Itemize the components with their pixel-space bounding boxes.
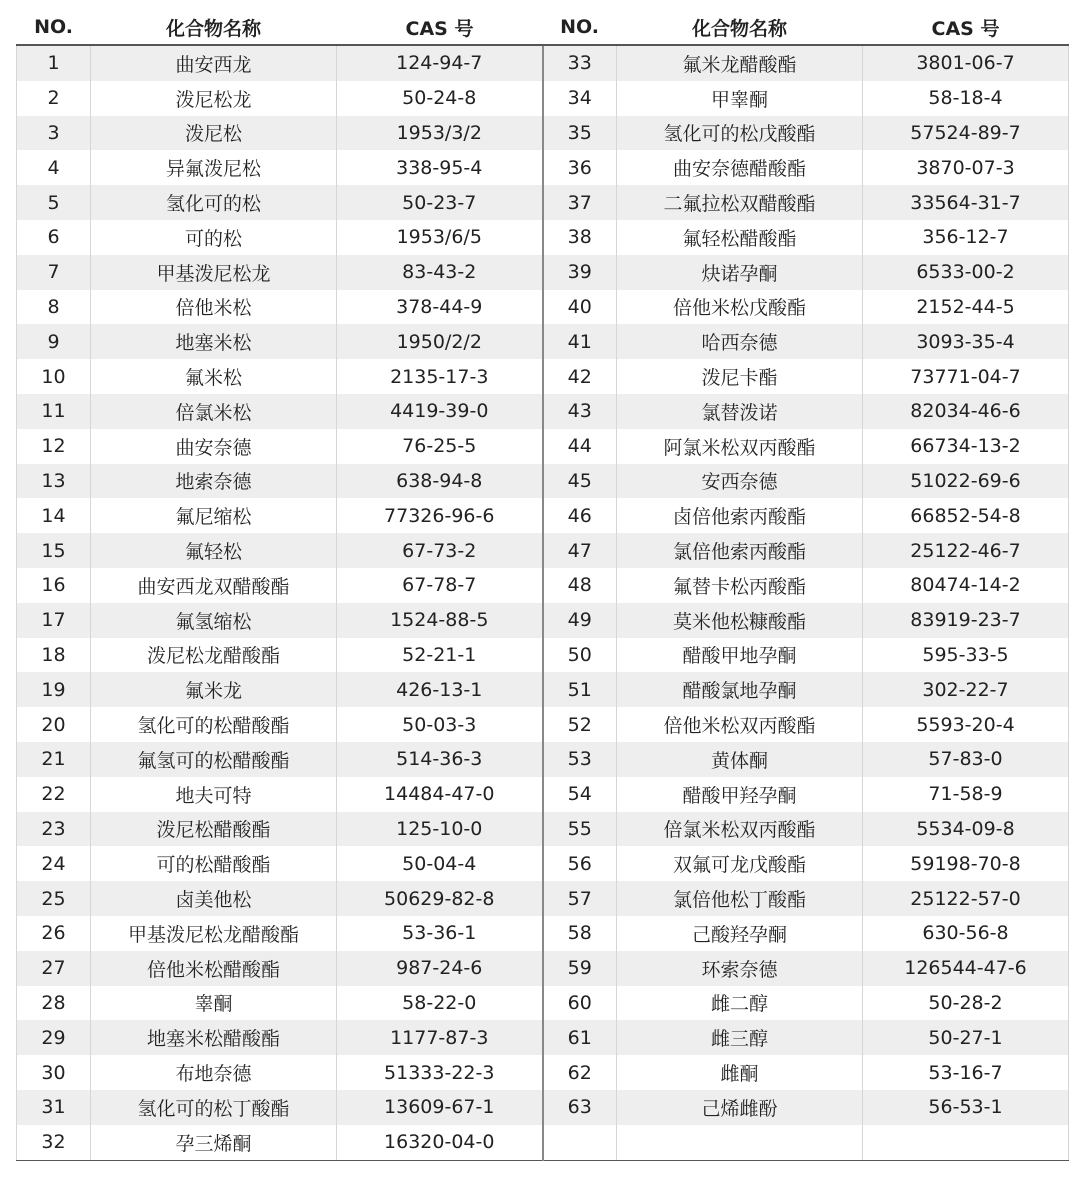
row-number-right: 41: [543, 324, 617, 359]
row-number-right: 55: [543, 812, 617, 847]
table-row: [17, 846, 1069, 881]
row-number-right: 61: [543, 1020, 617, 1055]
cas-number-right: 3870-07-3: [863, 150, 1069, 185]
row-number-right: 56: [543, 846, 617, 881]
compound-name-left: 异氟泼尼松: [91, 150, 337, 185]
compound-name-left: 地夫可特: [91, 777, 337, 812]
cas-number-left: 14484-47-0: [337, 777, 543, 812]
cas-number-right: 3801-06-7: [863, 45, 1069, 81]
row-number-right: 46: [543, 498, 617, 533]
cas-number-left: 124-94-7: [337, 45, 543, 81]
row-number-right: 33: [543, 45, 617, 81]
compound-name-right: 甲睾酮: [617, 81, 863, 116]
cas-number-right: 80474-14-2: [863, 568, 1069, 603]
compound-name-right: 阿氯米松双丙酸酯: [617, 429, 863, 464]
row-number-right: 60: [543, 986, 617, 1021]
compound-name-right: [617, 1125, 863, 1160]
cas-number-left: 76-25-5: [337, 429, 543, 464]
cas-number-left: 67-73-2: [337, 533, 543, 568]
cas-number-left: 125-10-0: [337, 812, 543, 847]
cas-number-left: 1177-87-3: [337, 1020, 543, 1055]
row-number-left: 17: [17, 603, 91, 638]
cas-number-right: 6533-00-2: [863, 255, 1069, 290]
compound-name-left: 甲基泼尼松龙: [91, 255, 337, 290]
row-number-left: 1: [17, 45, 91, 81]
cas-number-left: 50-03-3: [337, 707, 543, 742]
cas-number-left: 16320-04-0: [337, 1125, 543, 1160]
cas-number-right: 5534-09-8: [863, 812, 1069, 847]
compound-name-left: 可的松醋酸酯: [91, 846, 337, 881]
row-number-right: 53: [543, 742, 617, 777]
cas-number-right: 3093-35-4: [863, 324, 1069, 359]
header-no-left: NO.: [17, 10, 91, 45]
compound-table: [16, 10, 1069, 1161]
table-row: [17, 220, 1069, 255]
compound-name-right: 己烯雌酚: [617, 1090, 863, 1125]
row-number-right: 39: [543, 255, 617, 290]
row-number-left: 13: [17, 464, 91, 499]
compound-name-left: 孕三烯酮: [91, 1125, 337, 1160]
cas-number-right: 57524-89-7: [863, 116, 1069, 151]
cas-number-right: 25122-46-7: [863, 533, 1069, 568]
row-number-left: 19: [17, 672, 91, 707]
row-number-right: 45: [543, 464, 617, 499]
compound-name-right: 炔诺孕酮: [617, 255, 863, 290]
compound-name-right: 醋酸甲羟孕酮: [617, 777, 863, 812]
cas-number-left: 514-36-3: [337, 742, 543, 777]
row-number-right: 40: [543, 290, 617, 325]
compound-name-left: 睾酮: [91, 986, 337, 1021]
table-row: [17, 498, 1069, 533]
table-row: [17, 185, 1069, 220]
row-number-left: 4: [17, 150, 91, 185]
compound-name-left: 曲安奈德: [91, 429, 337, 464]
cas-number-left: 4419-39-0: [337, 394, 543, 429]
row-number-left: 12: [17, 429, 91, 464]
header-name-left: 化合物名称: [91, 10, 337, 45]
cas-number-right: 356-12-7: [863, 220, 1069, 255]
compound-name-left: 布地奈德: [91, 1055, 337, 1090]
compound-name-right: 氯替泼诺: [617, 394, 863, 429]
row-number-left: 5: [17, 185, 91, 220]
row-number-right: 35: [543, 116, 617, 151]
compound-name-left: 泼尼松醋酸酯: [91, 812, 337, 847]
compound-name-left: 泼尼松龙醋酸酯: [91, 638, 337, 673]
row-number-left: 24: [17, 846, 91, 881]
compound-name-right: 雌三醇: [617, 1020, 863, 1055]
compound-name-right: 氟米龙醋酸酯: [617, 45, 863, 81]
row-number-left: 11: [17, 394, 91, 429]
compound-name-left: 地塞米松: [91, 324, 337, 359]
compound-name-right: 氯倍他索丙酸酯: [617, 533, 863, 568]
row-number-right: 62: [543, 1055, 617, 1090]
compound-name-left: 曲安西龙: [91, 45, 337, 81]
compound-name-left: 倍他米松: [91, 290, 337, 325]
table-row: [17, 290, 1069, 325]
compound-name-right: 氟轻松醋酸酯: [617, 220, 863, 255]
compound-name-left: 氢化可的松丁酸酯: [91, 1090, 337, 1125]
compound-name-right: 醋酸氯地孕酮: [617, 672, 863, 707]
cas-number-left: 50-23-7: [337, 185, 543, 220]
compound-table-container: [16, 10, 1068, 1161]
table-row: [17, 881, 1069, 916]
compound-name-right: 氢化可的松戊酸酯: [617, 116, 863, 151]
cas-number-left: 52-21-1: [337, 638, 543, 673]
table-row: [17, 255, 1069, 290]
row-number-left: 31: [17, 1090, 91, 1125]
row-number-right: 43: [543, 394, 617, 429]
cas-number-left: 50-04-4: [337, 846, 543, 881]
row-number-right: 44: [543, 429, 617, 464]
row-number-left: 16: [17, 568, 91, 603]
table-row: [17, 116, 1069, 151]
table-row: [17, 777, 1069, 812]
compound-name-left: 可的松: [91, 220, 337, 255]
row-number-right: 57: [543, 881, 617, 916]
header-cas-right: CAS 号: [863, 10, 1069, 45]
row-number-right: 59: [543, 951, 617, 986]
compound-name-left: 氟米松: [91, 359, 337, 394]
table-row: [17, 394, 1069, 429]
table-body: [17, 45, 1069, 1160]
cas-number-left: 338-95-4: [337, 150, 543, 185]
row-number-right: 47: [543, 533, 617, 568]
row-number-left: 10: [17, 359, 91, 394]
row-number-left: 14: [17, 498, 91, 533]
table-header: [17, 10, 1069, 45]
compound-name-left: 氟米龙: [91, 672, 337, 707]
cas-number-right: 82034-46-6: [863, 394, 1069, 429]
header-name-right: 化合物名称: [617, 10, 863, 45]
row-number-left: 30: [17, 1055, 91, 1090]
cas-number-left: 1524-88-5: [337, 603, 543, 638]
cas-number-right: 66734-13-2: [863, 429, 1069, 464]
cas-number-right: 33564-31-7: [863, 185, 1069, 220]
table-row: [17, 150, 1069, 185]
header-row: [17, 10, 1069, 45]
table-row: [17, 1020, 1069, 1055]
compound-name-right: 黄体酮: [617, 742, 863, 777]
compound-name-right: 泼尼卡酯: [617, 359, 863, 394]
cas-number-left: 53-36-1: [337, 916, 543, 951]
cas-number-left: 50-24-8: [337, 81, 543, 116]
cas-number-left: 1953/3/2: [337, 116, 543, 151]
table-row: [17, 742, 1069, 777]
cas-number-left: 1953/6/5: [337, 220, 543, 255]
row-number-right: 52: [543, 707, 617, 742]
row-number-right: 34: [543, 81, 617, 116]
row-number-right: 36: [543, 150, 617, 185]
table-row: [17, 1125, 1069, 1160]
row-number-left: 23: [17, 812, 91, 847]
cas-number-right: 50-28-2: [863, 986, 1069, 1021]
row-number-left: 15: [17, 533, 91, 568]
cas-number-right: 57-83-0: [863, 742, 1069, 777]
cas-number-left: 378-44-9: [337, 290, 543, 325]
row-number-left: 18: [17, 638, 91, 673]
row-number-left: 20: [17, 707, 91, 742]
compound-name-left: 卤美他松: [91, 881, 337, 916]
cas-number-right: 25122-57-0: [863, 881, 1069, 916]
row-number-right: 48: [543, 568, 617, 603]
row-number-left: 21: [17, 742, 91, 777]
compound-name-left: 氢化可的松醋酸酯: [91, 707, 337, 742]
cas-number-left: 50629-82-8: [337, 881, 543, 916]
cas-number-right: 56-53-1: [863, 1090, 1069, 1125]
table-row: [17, 1090, 1069, 1125]
table-row: [17, 672, 1069, 707]
cas-number-right: 73771-04-7: [863, 359, 1069, 394]
cas-number-left: 77326-96-6: [337, 498, 543, 533]
table-row: [17, 45, 1069, 81]
cas-number-right: 58-18-4: [863, 81, 1069, 116]
table-row: [17, 603, 1069, 638]
table-row: [17, 359, 1069, 394]
compound-name-right: 倍氯米松双丙酸酯: [617, 812, 863, 847]
cas-number-right: 126544-47-6: [863, 951, 1069, 986]
table-row: [17, 916, 1069, 951]
cas-number-right: [863, 1125, 1069, 1160]
cas-number-right: 50-27-1: [863, 1020, 1069, 1055]
compound-name-left: 泼尼松: [91, 116, 337, 151]
row-number-right: 42: [543, 359, 617, 394]
compound-name-right: 雌二醇: [617, 986, 863, 1021]
table-row: [17, 429, 1069, 464]
compound-name-left: 氟尼缩松: [91, 498, 337, 533]
compound-name-right: 曲安奈德醋酸酯: [617, 150, 863, 185]
compound-name-left: 泼尼松龙: [91, 81, 337, 116]
row-number-left: 26: [17, 916, 91, 951]
row-number-right: 50: [543, 638, 617, 673]
row-number-left: 27: [17, 951, 91, 986]
cas-number-left: 638-94-8: [337, 464, 543, 499]
table-row: [17, 951, 1069, 986]
row-number-right: 58: [543, 916, 617, 951]
compound-name-left: 曲安西龙双醋酸酯: [91, 568, 337, 603]
row-number-right: 38: [543, 220, 617, 255]
compound-name-right: 氯倍他松丁酸酯: [617, 881, 863, 916]
row-number-left: 28: [17, 986, 91, 1021]
cas-number-right: 51022-69-6: [863, 464, 1069, 499]
row-number-left: 9: [17, 324, 91, 359]
row-number-left: 2: [17, 81, 91, 116]
header-no-right: NO.: [543, 10, 617, 45]
row-number-left: 22: [17, 777, 91, 812]
compound-name-right: 哈西奈德: [617, 324, 863, 359]
table-row: [17, 464, 1069, 499]
compound-name-right: 双氟可龙戊酸酯: [617, 846, 863, 881]
compound-name-left: 甲基泼尼松龙醋酸酯: [91, 916, 337, 951]
cas-number-right: 59198-70-8: [863, 846, 1069, 881]
cas-number-right: 5593-20-4: [863, 707, 1069, 742]
table-row: [17, 986, 1069, 1021]
table-row: [17, 568, 1069, 603]
cas-number-right: 83919-23-7: [863, 603, 1069, 638]
row-number-right: 37: [543, 185, 617, 220]
cas-number-right: 66852-54-8: [863, 498, 1069, 533]
table-row: [17, 1055, 1069, 1090]
compound-name-right: 己酸羟孕酮: [617, 916, 863, 951]
cas-number-right: 2152-44-5: [863, 290, 1069, 325]
cas-number-left: 426-13-1: [337, 672, 543, 707]
cas-number-right: 302-22-7: [863, 672, 1069, 707]
cas-number-left: 13609-67-1: [337, 1090, 543, 1125]
cas-number-right: 71-58-9: [863, 777, 1069, 812]
row-number-left: 29: [17, 1020, 91, 1055]
row-number-left: 7: [17, 255, 91, 290]
row-number-left: 25: [17, 881, 91, 916]
compound-name-left: 氢化可的松: [91, 185, 337, 220]
row-number-right: [543, 1125, 617, 1160]
cas-number-left: 83-43-2: [337, 255, 543, 290]
row-number-right: 54: [543, 777, 617, 812]
compound-name-left: 氟氢可的松醋酸酯: [91, 742, 337, 777]
compound-name-right: 倍他米松双丙酸酯: [617, 707, 863, 742]
cas-number-right: 630-56-8: [863, 916, 1069, 951]
row-number-left: 8: [17, 290, 91, 325]
row-number-left: 6: [17, 220, 91, 255]
cas-number-right: 595-33-5: [863, 638, 1069, 673]
compound-name-right: 雌酮: [617, 1055, 863, 1090]
table-row: [17, 638, 1069, 673]
compound-name-left: 氟轻松: [91, 533, 337, 568]
compound-name-right: 莫米他松糠酸酯: [617, 603, 863, 638]
compound-name-left: 倍氯米松: [91, 394, 337, 429]
table-row: [17, 707, 1069, 742]
table-row: [17, 533, 1069, 568]
row-number-right: 49: [543, 603, 617, 638]
cas-number-left: 1950/2/2: [337, 324, 543, 359]
cas-number-right: 53-16-7: [863, 1055, 1069, 1090]
table-row: [17, 812, 1069, 847]
cas-number-left: 67-78-7: [337, 568, 543, 603]
compound-name-right: 卤倍他索丙酸酯: [617, 498, 863, 533]
cas-number-left: 987-24-6: [337, 951, 543, 986]
row-number-right: 51: [543, 672, 617, 707]
cas-number-left: 51333-22-3: [337, 1055, 543, 1090]
compound-name-left: 氟氢缩松: [91, 603, 337, 638]
table-row: [17, 324, 1069, 359]
cas-number-left: 2135-17-3: [337, 359, 543, 394]
compound-name-right: 氟替卡松丙酸酯: [617, 568, 863, 603]
compound-name-left: 地塞米松醋酸酯: [91, 1020, 337, 1055]
compound-name-right: 安西奈德: [617, 464, 863, 499]
compound-name-right: 二氟拉松双醋酸酯: [617, 185, 863, 220]
compound-name-right: 环索奈德: [617, 951, 863, 986]
row-number-left: 3: [17, 116, 91, 151]
compound-name-right: 倍他米松戊酸酯: [617, 290, 863, 325]
compound-name-right: 醋酸甲地孕酮: [617, 638, 863, 673]
row-number-right: 63: [543, 1090, 617, 1125]
cas-number-left: 58-22-0: [337, 986, 543, 1021]
compound-name-left: 地索奈德: [91, 464, 337, 499]
table-row: [17, 81, 1069, 116]
row-number-left: 32: [17, 1125, 91, 1160]
compound-name-left: 倍他米松醋酸酯: [91, 951, 337, 986]
header-cas-left: CAS 号: [337, 10, 543, 45]
